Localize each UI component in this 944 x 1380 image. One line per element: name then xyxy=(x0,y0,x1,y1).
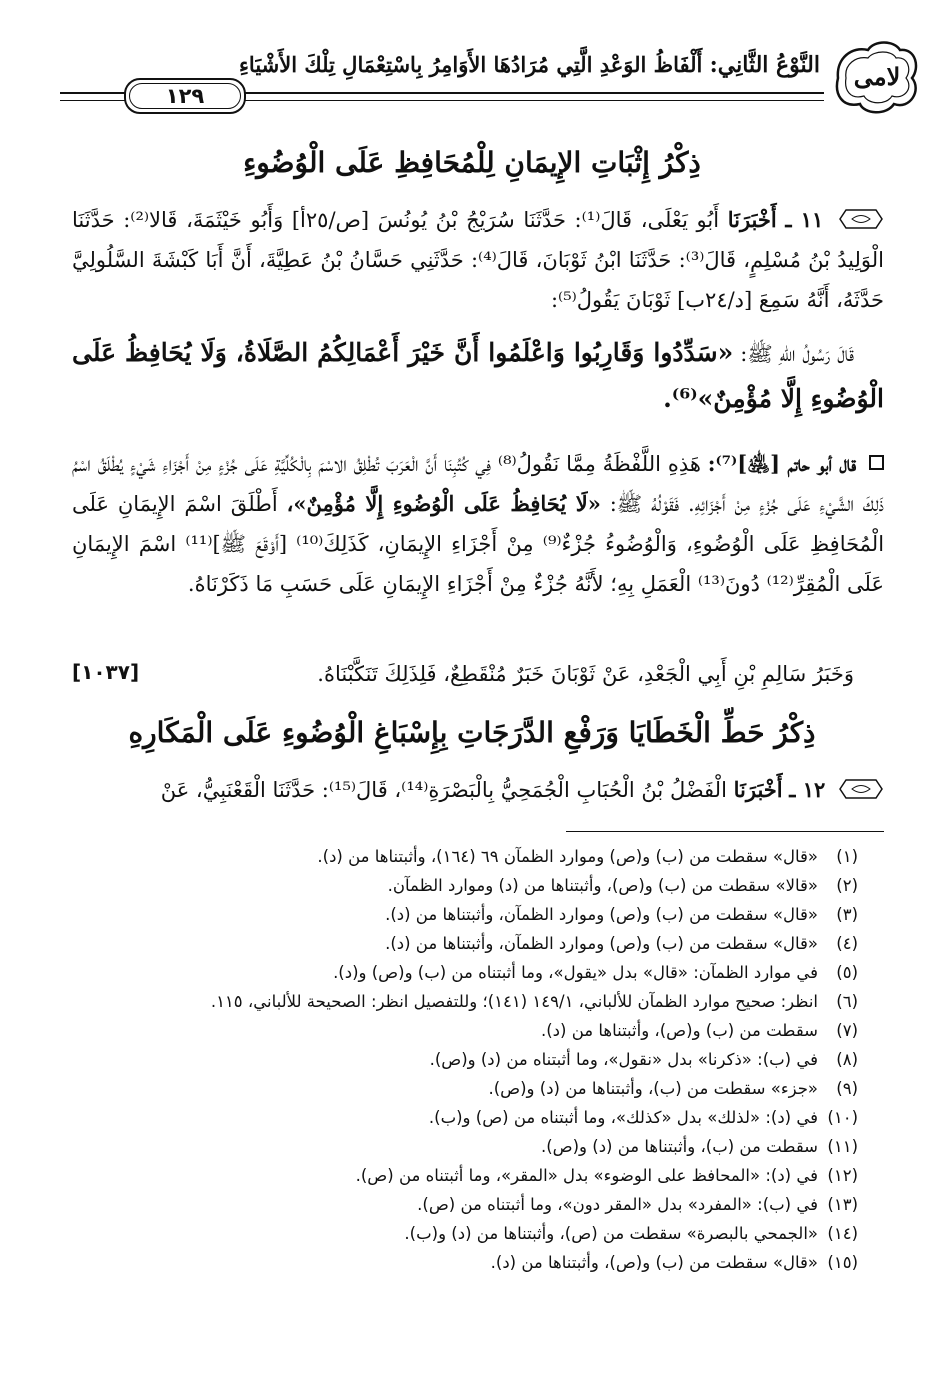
cross-reference-number: [١٠٣٧] xyxy=(72,660,140,684)
isnad-text: الْفَضْلُ بْنُ الْحُبَابِ الْجُمَحِيُّ بِالْبَصْرَةِ⁽¹⁴⁾، قَالَ⁽¹⁵⁾: حَدَّثَنَا الْقَعْنَبِيُّ، عَنْ xyxy=(160,778,727,802)
matn-intro: قَالَ رَسُولُ اللهِ ﷺ: xyxy=(740,342,854,366)
isnad-paragraph-2 xyxy=(72,770,884,810)
footnote: (١٢) في (د): «المحافظ على الوضوء» بدل «المقر»، وما أثبتناه من (ص). xyxy=(355,1166,858,1185)
footnote: (٩) «جزء» سقطت من (ب)، وأثبتناها من (د) و(ص). xyxy=(488,1079,858,1098)
matn-text: «سَدِّدُوا وَقَارِبُوا وَاعْلَمُوا أَنَّ خَيْرَ أَعْمَالِكُمُ الصَّلَاةُ، وَلَا يُحَافِظُ عَلَى الْوُضُوءِ إِلَّا مُؤْمِنٌ»⁽⁶⁾. xyxy=(72,338,884,413)
closing-paragraph xyxy=(72,654,884,694)
chapter-emblem-icon xyxy=(834,38,920,116)
footnotes xyxy=(60,842,858,1277)
footnote: (٤) «قال» سقطت من (ب) و(ص) وموارد الظمآن، وأثبتناها من (د). xyxy=(385,934,858,953)
footnote: (٥) في موارد الظمآن: «قال» بدل «يقول»، وما أثبتناه من (ب) و(ص) و(د). xyxy=(333,963,858,982)
running-head-prefix: النَّوْعُ الثَّانِي: xyxy=(709,52,820,78)
running-head-title: أَلْفَاظُ الوَعْدِ الَّتِي مُرَادُهَا الأَوَامِرُ بِاسْتِعْمَالِ تِلْكَ الأَشْيَاءِ xyxy=(239,52,703,77)
emblem-text: لامی xyxy=(853,62,901,91)
commentary-paragraph xyxy=(72,444,884,604)
footnote: (١٥) «قال» سقطت من (ب) و(ص)، وأثبتناها من (د). xyxy=(490,1253,858,1272)
section-title-1: ذِكْرُ إِثْبَاتِ الإِيمَانِ لِلْمُحَافِظِ عَلَى الْوُضُوءِ xyxy=(243,146,701,179)
hadith-marker-icon xyxy=(838,208,884,230)
isnad-text: أَبُو يَعْلَى، قَالَ⁽¹⁾: حَدَّثَنَا سُرَيْجُ بْنُ يُونُسَ [ص/٢٥أ] وَأَبُو خَيْثَمَةَ، قَالا⁽²⁾: حَدَّثَنَا الْوَلِيدُ بْنُ مُسْلِمٍ، قَالَ⁽³⁾: حَدَّثَنَا ابْنُ ثَوْبَانَ، قَالَ⁽⁴⁾: حَدَّثَنِي حَسَّانُ بْنُ عَطِيَّةَ، أَنَّ أَبَا كَبْشَةَ السَّلُولِيَّ حَدَّثَهُ، أَنَّهُ سَمِعَ [د/٢٤ب] ثَوْبَانَ يَقُولُ⁽⁵⁾: xyxy=(72,208,884,312)
commentary-rest: أَطْلَقَ اسْمَ الإِيمَانِ عَلَى الْمُحَافِظِ عَلَى الْوُضُوءِ، وَالْوُضُوءُ جُزْءٌ⁽⁹⁾ مِنْ أَجْزَاءِ الإِيمَانِ، كَذَلِكَ⁽¹⁰⁾ [أَوْقَعَ ﷺ]⁽¹¹⁾ اسْمَ الإِيمَانِ عَلَى الْمُقِرِّ⁽¹²⁾ دُونَ⁽¹³⁾ الْعَمَلِ بِهِ؛ لأَنَّهُ جُزْءٌ مِنْ أَجْزَاءِ الإِيمَانِ عَلَى حَسَبِ مَا ذَكَرْنَاهُ. xyxy=(72,492,885,596)
footnote: (١١) سقطت من (ب)، وأثبتناها من (د) و(ص). xyxy=(540,1137,858,1156)
isnad-verb: أَخْبَرَنَا xyxy=(727,207,777,232)
hadith-number: ١١ ـ xyxy=(785,207,824,232)
footnote: (١٤) «الجمحي بالبصرة» سقطت من (ص)، وأثبتناها من (د) و(ب). xyxy=(404,1224,858,1243)
footnote: (٢) «قالا» سقطت من (ب) و(ص)، وأثبتناها من (د) وموارد الظمآن. xyxy=(387,876,858,895)
footnote: (٦) انظر: صحيح موارد الظمآن للألباني، ١٤٩/١ (١٤١)؛ وللتفصيل انظر: الصحيحة للألباني، ١١٥. xyxy=(210,992,858,1011)
matn-paragraph xyxy=(72,330,884,422)
section-title-2: ذِكْرُ حَطِّ الْخَطَايَا وَرَفْعِ الدَّرَجَاتِ بِإِسْبَاغِ الْوُضُوءِ عَلَى الْمَكَارِهِ xyxy=(128,716,816,749)
running-head xyxy=(239,52,820,78)
page-header xyxy=(60,38,920,116)
square-marker-icon xyxy=(869,455,884,470)
hadith-marker-icon xyxy=(838,778,884,800)
commentary-quote: «لَا يُحَافِظُ عَلَى الْوُضُوءِ إِلَّا مُؤْمِنٌ»، xyxy=(286,491,601,516)
closing-text: وَخَبَرُ سَالِمِ بْنِ أَبِي الْجَعْدِ، عَنْ ثَوْبَانَ خَبَرٌ مُنْقَطِعٌ، فَلِذَلِكَ تَنَكَّبْنَاهُ. xyxy=(317,662,854,686)
footnote-separator xyxy=(566,831,884,832)
isnad-paragraph-1 xyxy=(72,200,884,320)
footnote: (١٠) في (د): «لذلك» بدل «كذلك»، وما أثبتناه من (ص) و(ب). xyxy=(428,1108,858,1127)
page-number: ١٢٩ xyxy=(124,78,246,114)
isnad-verb: أَخْبَرَنَا xyxy=(733,777,783,802)
commentary-speaker: قال أبو حاتم [﵁]⁽⁷⁾: xyxy=(707,451,857,476)
hadith-number: ١٢ ـ xyxy=(789,777,826,802)
footnote: (٣) «قال» سقطت من (ب) و(ص) وموارد الظمآن، وأثبتناها من (د). xyxy=(385,905,858,924)
footnote: (١) «قال» سقطت من (ب) و(ص) وموارد الظمآن ٦٩ (١٦٤)، وأثبتناها من (د). xyxy=(317,847,858,866)
footnote: (١٣) في (ب): «المفرد» بدل «المقر دون»، وما أثبتناه من (ص). xyxy=(417,1195,858,1214)
commentary-text: هَذِهِ اللَّفْظَةُ مِمَّا نَقُولُ⁽⁸⁾ فِي كُتُبِنَا أَنَّ الْعَرَبَ تُطْلِقُ الاسْمَ بِالْكُلِّيَّةِ عَلَى جُزْءٍ مِنْ أَجْزَاءِ شَيْءٍ يُطْلَقُ اسْمُ ذَلِكَ الشَّيْءِ عَلَى جُزْءٍ مِنْ أَجْزَائِهِ. فَقَوْلُهُ ﷺ: xyxy=(72,452,884,516)
footnote: (٨) في (ب): «ذكرنا» بدل «نقول»، وما أثبتناه من (د) و(ص). xyxy=(429,1050,858,1069)
footnote: (٧) سقطت من (ب) و(ص)، وأثبتناها من (د). xyxy=(540,1021,858,1040)
